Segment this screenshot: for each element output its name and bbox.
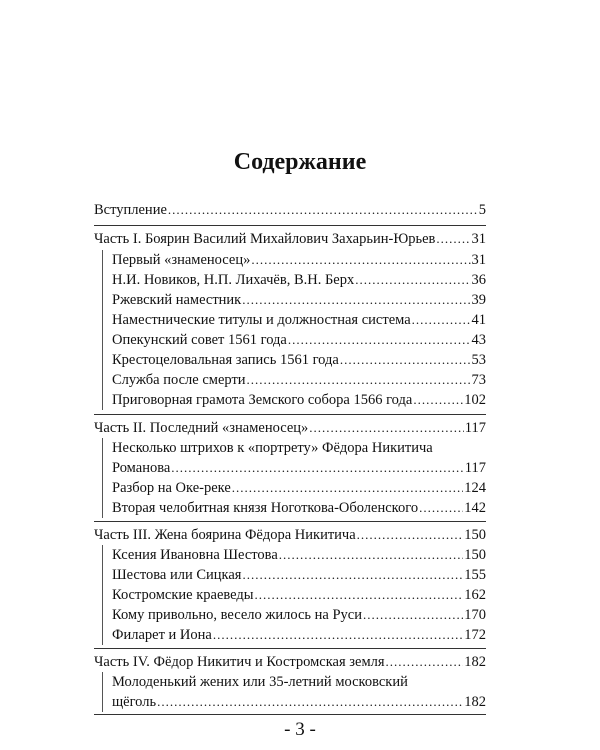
toc-entry-text-line1: Молоденький жених или 35-летний московский — [112, 674, 408, 690]
leader-dots — [412, 310, 471, 330]
toc-entry-text: Ксения Ивановна Шестова — [112, 547, 278, 563]
toc-entry-page: 73 — [471, 372, 486, 388]
leader-dots — [309, 418, 464, 438]
toc-entry-page: 162 — [464, 587, 486, 603]
toc-entry[interactable] — [112, 585, 486, 605]
section-bar — [102, 438, 103, 518]
toc-entry-text: Филарет и Иона — [112, 627, 212, 643]
toc-entry-text: Часть III. Жена боярина Фёдора Никитича — [94, 527, 356, 543]
leader-dots — [413, 390, 463, 410]
toc-entry-text: Разбор на Оке-реке — [112, 480, 231, 496]
toc-entry-text: Опекунский совет 1561 года — [112, 332, 287, 348]
toc-entry[interactable] — [112, 270, 486, 290]
toc-part-4[interactable] — [94, 652, 486, 672]
section-divider — [94, 521, 486, 522]
leader-dots — [251, 250, 470, 270]
leader-dots — [157, 692, 463, 712]
page-number: - 3 - — [284, 719, 316, 740]
toc-entry-page: 117 — [464, 460, 486, 476]
toc-entry-text: Наместнические титулы и должностная система — [112, 312, 411, 328]
toc-entry-text: Часть II. Последний «знаменосец» — [94, 420, 309, 436]
toc-entry-text: Вступление — [94, 202, 167, 218]
toc-entry-text: Часть IV. Фёдор Никитич и Костромская земля — [94, 654, 385, 670]
section-divider — [94, 648, 486, 649]
leader-dots — [419, 498, 463, 518]
page-title: Содержание — [233, 149, 367, 175]
toc-entry-text: Ржевский наместник — [112, 292, 242, 308]
leader-dots — [386, 652, 464, 672]
toc-entry[interactable] — [112, 565, 486, 585]
leader-dots — [242, 290, 470, 310]
toc-entry[interactable] — [112, 370, 486, 390]
toc-entry-text: Часть I. Боярин Василий Михайлович Захарьин-Юрьев — [94, 231, 436, 247]
leader-dots — [232, 478, 463, 498]
leader-dots — [363, 605, 463, 625]
leader-dots — [436, 229, 470, 249]
toc-entry[interactable] — [112, 498, 486, 518]
toc-entry-text: Первый «знаменосец» — [112, 252, 251, 268]
leader-dots — [171, 458, 463, 478]
leader-dots — [255, 585, 464, 605]
toc-entry[interactable] — [112, 672, 486, 712]
toc-entry-text: Служба после смерти — [112, 372, 246, 388]
toc-entry-text: Вторая челобитная князя Ноготкова-Оболенского — [112, 500, 419, 516]
toc-entry-page: 182 — [464, 694, 486, 710]
toc-entry-text: Крестоцеловальная запись 1561 года — [112, 352, 339, 368]
leader-dots — [242, 565, 463, 585]
toc-entry-page: 102 — [464, 392, 486, 408]
toc-entry-page: 31 — [471, 231, 486, 247]
toc-entry-page: 182 — [464, 654, 486, 670]
toc-entry-text: Н.И. Новиков, Н.П. Лихачёв, В.Н. Берх — [112, 272, 355, 288]
toc-entry[interactable] — [112, 290, 486, 310]
toc-entry-page: 31 — [471, 252, 486, 268]
toc-entry[interactable] — [112, 390, 486, 410]
leader-dots — [340, 350, 471, 370]
toc-entry-text-line1: Несколько штрихов к «портрету» Фёдора Никитича — [112, 440, 433, 456]
toc-entry-page: 5 — [478, 202, 486, 218]
toc-entry[interactable] — [112, 310, 486, 330]
toc-entry[interactable] — [112, 330, 486, 350]
toc-entry[interactable] — [112, 350, 486, 370]
toc-entry-intro[interactable] — [94, 200, 486, 220]
toc-entry-page: 142 — [464, 500, 486, 516]
toc-entry-text: Приговорная грамота Земского собора 1566 года — [112, 392, 413, 408]
toc-entry-page: 150 — [464, 547, 486, 563]
toc-entry[interactable] — [112, 438, 486, 478]
toc-entry[interactable] — [112, 545, 486, 565]
toc-entry-page: 53 — [471, 352, 486, 368]
toc-entry-page: 172 — [464, 627, 486, 643]
section-bar — [102, 672, 103, 712]
toc-entry-text: Шестова или Сицкая — [112, 567, 242, 583]
toc-entry-page: 41 — [471, 312, 486, 328]
toc-part-2[interactable] — [94, 418, 486, 438]
leader-dots — [357, 525, 464, 545]
toc-entry-text-line2: Романова — [112, 460, 171, 476]
section-divider — [94, 714, 486, 715]
section-bar — [102, 545, 103, 645]
toc-entry-page: 117 — [464, 420, 486, 436]
toc-entry-page: 150 — [464, 527, 486, 543]
toc-entry[interactable] — [112, 478, 486, 498]
toc-entry-page: 36 — [471, 272, 486, 288]
leader-dots — [279, 545, 463, 565]
leader-dots — [355, 270, 470, 290]
toc-entry-text-line2: щёголь — [112, 694, 157, 710]
toc-entry-page: 43 — [471, 332, 486, 348]
toc-entry-page: 39 — [471, 292, 486, 308]
leader-dots — [288, 330, 471, 350]
section-divider — [94, 414, 486, 415]
leader-dots — [247, 370, 471, 390]
leader-dots — [213, 625, 463, 645]
toc-entry[interactable] — [112, 625, 486, 645]
toc-entry-page: 170 — [464, 607, 486, 623]
toc-entry[interactable] — [112, 605, 486, 625]
section-divider — [94, 225, 486, 226]
toc-entry-page: 155 — [464, 567, 486, 583]
toc-part-3[interactable] — [94, 525, 486, 545]
toc-entry-page: 124 — [464, 480, 486, 496]
toc-part-1[interactable] — [94, 229, 486, 249]
section-bar — [102, 250, 103, 410]
leader-dots — [168, 200, 478, 220]
toc-entry-text: Костромские краеведы — [112, 587, 254, 603]
toc-entry-text: Кому привольно, весело жилось на Руси — [112, 607, 363, 623]
toc-entry[interactable] — [112, 250, 486, 270]
